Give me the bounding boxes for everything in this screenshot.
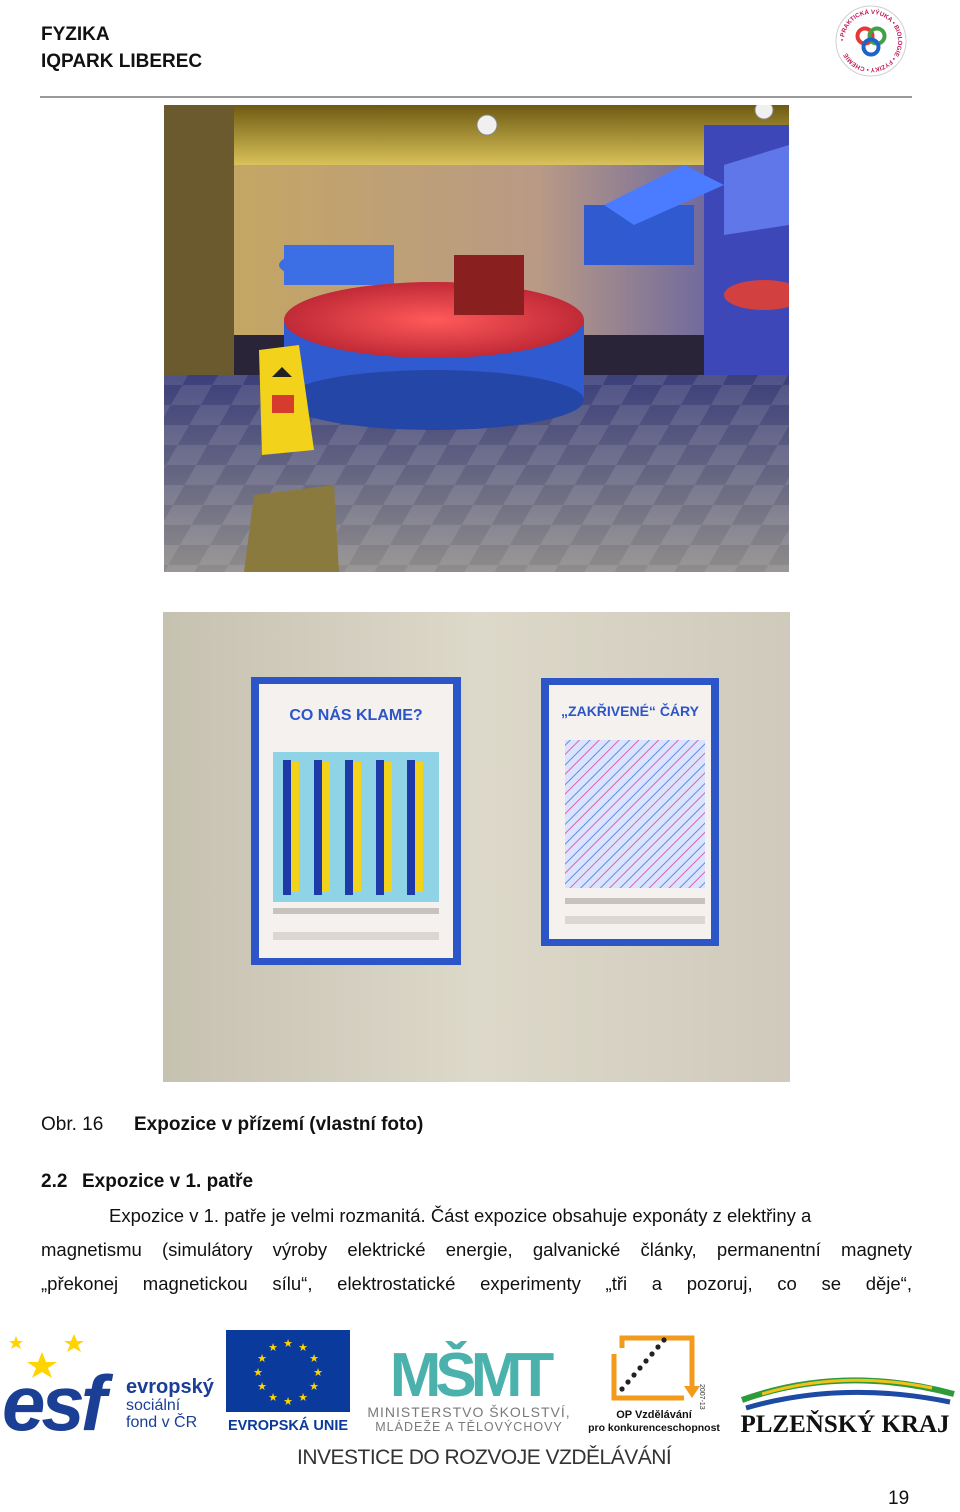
esf-line1: evropský (126, 1376, 214, 1398)
photo-exhibition-posters (163, 612, 790, 1082)
esf-logo (2, 1330, 220, 1435)
svg-text:★: ★ (253, 1366, 263, 1379)
svg-text:★: ★ (298, 1341, 308, 1354)
header-place: IQPARK LIBEREC (41, 51, 203, 72)
svg-text:★: ★ (257, 1380, 267, 1393)
paragraph-line-2: magnetismu (simulátory výroby elektrické energie, galvanické články, permanentní magnety (41, 1239, 912, 1260)
poster-right-title: „ZAKŘIVENÉ“ ČÁRY (561, 703, 699, 719)
esf-line3: fond v ČR (126, 1414, 198, 1431)
kraj-label: PLZEŇSKÝ KRAJ (740, 1411, 950, 1438)
svg-text:★: ★ (298, 1391, 308, 1404)
eu-logo (224, 1330, 354, 1435)
photo-exhibition-water-pools (164, 105, 789, 572)
page-number: 19 (888, 1488, 910, 1509)
footer-slogan: INVESTICE DO ROZVOJE VZDĚLÁVÁNÍ (297, 1446, 672, 1469)
svg-text:★: ★ (313, 1366, 323, 1379)
paragraph-line-3: „překonej magnetickou sílu“, elektrostatické experimenty „tři a pozoruj, co se děje“, (41, 1273, 912, 1294)
svg-text:★: ★ (309, 1352, 319, 1365)
svg-text:★: ★ (283, 1337, 293, 1350)
op-years: 2007-13 (698, 1384, 705, 1410)
op-line1: OP Vzdělávání (616, 1409, 692, 1421)
msmt-logo (358, 1326, 580, 1438)
svg-text:★: ★ (309, 1380, 319, 1393)
badge-ring-text: • PRAKTICKÁ VÝUKA • BIOLOGIE • FYZIKY • CHEMIE (838, 8, 904, 74)
eu-label: EVROPSKÁ UNIE (227, 1418, 349, 1434)
op-vzdelavani-logo (584, 1328, 724, 1436)
header-subject: FYZIKA (41, 24, 110, 45)
figure-number: Obr. 16 (41, 1114, 104, 1135)
msmt-mark: MŠMT (389, 1341, 549, 1410)
svg-text:★: ★ (268, 1341, 278, 1354)
esf-line2: sociální (126, 1397, 181, 1414)
section-number: 2.2 (41, 1171, 68, 1192)
msmt-line2: MLÁDEŽE A TĚLOVÝCHOVY (375, 1420, 563, 1434)
paragraph-line-1: Expozice v 1. patře je velmi rozmanitá. Část expozice obsahuje exponáty z elektřiny a (109, 1205, 812, 1226)
msmt-line1: MINISTERSTVO ŠKOLSTVÍ, (367, 1404, 571, 1420)
poster-left-title: CO NÁS KLAME? (289, 707, 423, 724)
plzensky-kraj-logo (732, 1372, 958, 1442)
svg-text:★: ★ (257, 1352, 267, 1365)
section-title: Expozice v 1. patře (82, 1171, 254, 1192)
op-line2: pro konkurenceschopnost (588, 1422, 720, 1434)
svg-text:★: ★ (268, 1391, 278, 1404)
figure-caption: Expozice v přízemí (vlastní foto) (134, 1114, 424, 1135)
header-badge-logo (834, 4, 908, 78)
esf-big-text: esf (2, 1359, 103, 1435)
header-rule (40, 96, 912, 98)
svg-text:★: ★ (283, 1395, 293, 1408)
